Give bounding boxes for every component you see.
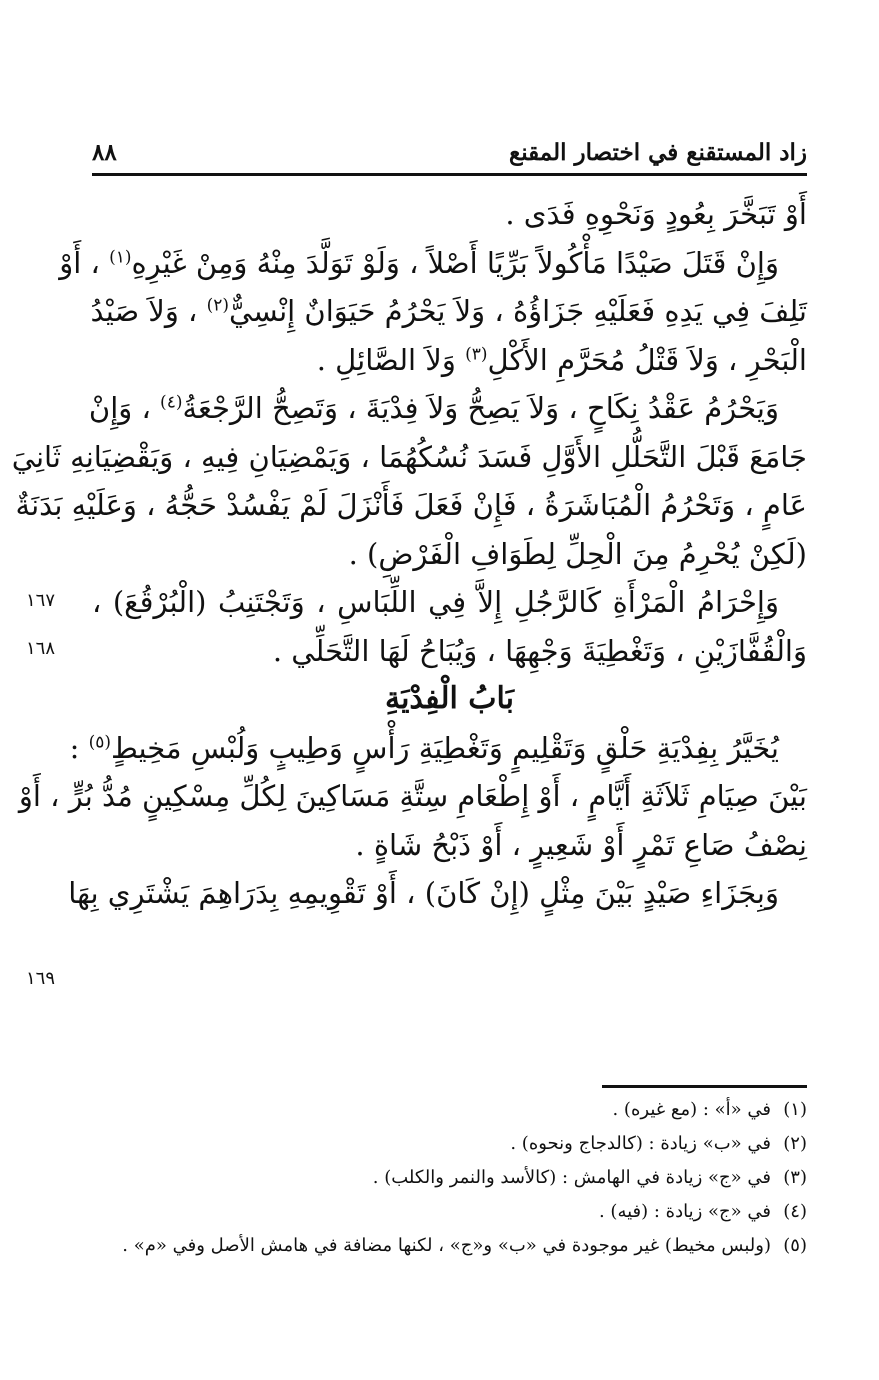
footnote-3: (٣)في «ج» زيادة في الهامش : (كالأسد والنمر والكلب) . <box>372 1167 807 1188</box>
footnote-ref-1[interactable]: (١) <box>109 246 132 267</box>
text-line-1: أَوْ تَبَخَّرَ بِعُودٍ وَنَحْوِهِ فَدَى . <box>505 197 807 231</box>
page-number: ٨٨ <box>92 138 117 166</box>
text-line-8: (لَكِنْ يُحْرِمُ مِنَ الْحِلِّ لِطَوَافِ الْفَرْضِ) . <box>348 536 807 571</box>
footnotes <box>92 1093 807 1263</box>
footnote-ref-2[interactable]: (٢) <box>206 295 230 316</box>
margin-number-168: ١٦٨ <box>26 638 56 659</box>
running-header <box>92 134 807 170</box>
footnote-ref-5[interactable]: (٥) <box>88 731 111 752</box>
text-line-10: وَالْقُفَّازَيْنِ ، وَتَغْطِيَةَ وَجْهِهَا ، وَيُبَاحُ لَهَا التَّحَلِّي . <box>272 633 807 668</box>
footnote-4: (٤)في «ج» زيادة : (فيه) . <box>598 1201 807 1222</box>
margin-number-169: ١٦٩ <box>26 968 56 989</box>
text-line-4: الْبَحْرِ ، وَلاَ قَتْلُ مُحَرَّمِ الأَكْلِ$^{(٣)}$ وَلاَ الصَّائِلِ . <box>316 342 807 377</box>
text-line-9: وَإِحْرَامُ الْمَرْأَةِ كَالرَّجُلِ إِلاَّ فِي اللِّبَاسِ ، وَتَجْتَنِبُ (الْبُرْقُعَ) ، <box>92 585 779 619</box>
footnote-ref-4[interactable]: (٤) <box>160 392 183 413</box>
text-line-12: يُخَيَّرُ بِفِدْيَةِ حَلْقٍ وَتَقْلِيمٍ وَتَغْطِيَةِ رَأْسٍ وَطِيبٍ وَلُبْسِ مَخِيطٍ$^{(٥)}$ : <box>69 730 779 765</box>
text-line-7: عَامٍ ، وَتَحْرُمُ الْمُبَاشَرَةُ ، فَإِنْ فَعَلَ فَأَنْزَلَ لَمْ يَفْسُدْ حَجُّهُ ، وَعَلَيْهِ بَدَنَةٌ <box>15 488 807 522</box>
footnote-5: (٥)(ولبس مخيط) غير موجودة في «ب» و«ج» ، لكنها مضافة في هامش الأصل وفي «م» . <box>122 1235 807 1256</box>
footnote-2: (٢)في «ب» زيادة : (كالدجاج ونحوه) . <box>510 1133 807 1154</box>
book-title: زاد المستقنع في اختصار المقنع <box>508 138 807 166</box>
text-line-15: وَبِجَزَاءِ صَيْدٍ بَيْنَ مِثْلٍ (إِنْ كَانَ) ، أَوْ تَقْوِيمِهِ بِدَرَاهِمَ يَشْتَرِي بِهَا <box>68 876 779 910</box>
text-line-6: جَامَعَ قَبْلَ التَّحَلُّلِ الأَوَّلِ فَسَدَ نُسُكُهُمَا ، وَيَمْضِيَانِ فِيهِ ، وَيَقْضِيَانِهِ ثَانِيَ <box>11 439 807 474</box>
footnote-1: (١)في «أ» : (مع غيره) . <box>612 1099 807 1120</box>
section-heading: بَابُ الْفِدْيَةِ <box>384 681 514 716</box>
text-line-13: بَيْنَ صِيَامِ ثَلاَثَةِ أَيَّامٍ ، أَوْ إِطْعَامِ سِتَّةِ مَسَاكِينَ لِكُلِّ مِسْكِينٍ مُدُّ بُرٍّ ، أَوْ <box>18 779 807 813</box>
text-line-2: وَإِنْ قَتَلَ صَيْدًا مَأْكُولاً بَرِّيًا أَصْلاً ، وَلَوْ تَوَلَّدَ مِنْهُ وَمِنْ غَيْرِهِ$^{(١)}$ ، أَوْ <box>59 245 779 280</box>
text-line-14: نِصْفُ صَاعِ تَمْرٍ أَوْ شَعِيرٍ ، أَوْ ذَبْحُ شَاةٍ . <box>355 827 807 862</box>
text-line-3: تَلِفَ فِي يَدِهِ فَعَلَيْهِ جَزَاؤُهُ ، وَلاَ يَحْرُمُ حَيَوَانٌ إِنْسِيٌّ$^{(٢)}$ ، وَلاَ صَيْدُ <box>90 294 807 328</box>
text-line-5: وَيَحْرُمُ عَقْدُ نِكَاحٍ ، وَلاَ يَصِحُّ وَلاَ فِدْيَةَ ، وَتَصِحُّ الرَّجْعَةُ$^{(٤)}$ ، وَإِنْ <box>88 391 779 425</box>
header-rule <box>92 173 807 176</box>
footnote-ref-3[interactable]: (٣) <box>465 343 488 364</box>
footnote-rule <box>602 1085 807 1088</box>
margin-number-167: ١٦٧ <box>26 590 56 611</box>
